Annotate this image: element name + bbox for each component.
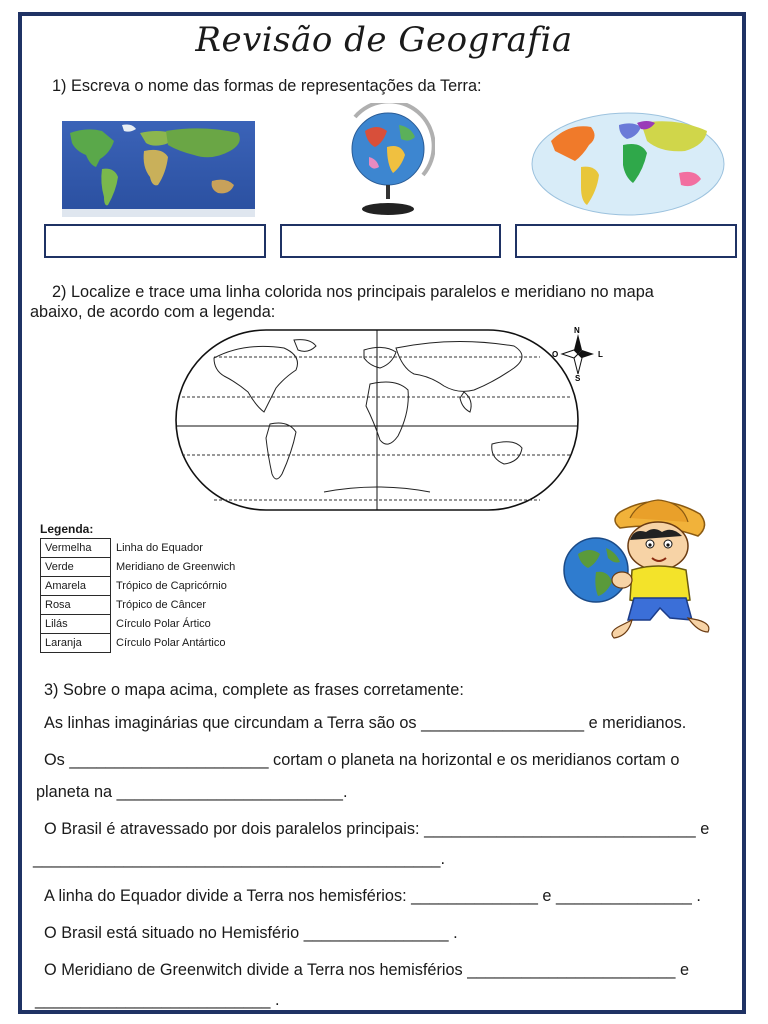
legend-row: [41, 539, 262, 558]
legend-table: [40, 538, 262, 653]
question-2-line-2: abaixo, de acordo com a legenda:: [30, 303, 276, 321]
sentence-3-line-1: O Brasil é atravessado por dois paralelos principais: ______________________________ e: [44, 820, 710, 838]
sentence-6-line-2: __________________________ .: [35, 991, 280, 1009]
legend-line: Círculo Polar Antártico: [116, 637, 226, 649]
legend-line: Círculo Polar Ártico: [116, 618, 211, 630]
legend-color: Verde: [41, 558, 111, 577]
political-world-map-image: [529, 111, 727, 217]
legend-color: Lilás: [41, 615, 111, 634]
answer-box-3[interactable]: [515, 224, 737, 258]
legend-color: Vermelha: [41, 539, 111, 558]
question-2-line-1: 2) Localize e trace uma linha colorida nos principais paralelos e meridiano no mapa: [52, 283, 654, 301]
sentence-2-line-2: planeta na _________________________.: [36, 783, 348, 801]
legend-row: [41, 596, 262, 615]
relief-world-map-image: [62, 121, 255, 217]
answer-box-2[interactable]: [280, 224, 501, 258]
legend-row: [41, 615, 262, 634]
sentence-2-line-1: Os ______________________ cortam o planeta na horizontal e os meridianos cortam o: [44, 751, 680, 769]
sentence-1: As linhas imaginárias que circundam a Terra são os __________________ e meridianos.: [44, 714, 687, 732]
question-3-heading: 3) Sobre o mapa acima, complete as frases corretamente:: [44, 681, 464, 699]
legend-line: Meridiano de Greenwich: [116, 561, 236, 573]
compass-l-label: L: [598, 350, 603, 359]
outline-world-map: [174, 328, 580, 512]
cartoon-boy-with-globe-illustration: [558, 492, 718, 644]
globe-image: [343, 103, 435, 218]
sentence-6-line-1: O Meridiano de Greenwitch divide a Terra nos hemisférios _______________________ e: [44, 961, 690, 979]
legend-line: Linha do Equador: [116, 542, 203, 554]
answer-box-1[interactable]: [44, 224, 266, 258]
question-1-text: 1) Escreva o nome das formas de representações da Terra:: [52, 77, 482, 95]
page-title: Revisão de Geografia: [195, 20, 573, 60]
legend: [40, 522, 262, 653]
legend-color: Laranja: [41, 634, 111, 653]
legend-line: Trópico de Câncer: [116, 599, 207, 611]
legend-row: [41, 558, 262, 577]
compass-o-label: O: [552, 350, 559, 359]
legend-line: Trópico de Capricórnio: [116, 580, 227, 592]
sentence-4: A linha do Equador divide a Terra nos hemisférios: ______________ e _______________ .: [44, 887, 701, 905]
sentence-3-line-2: _____________________________________________.: [33, 850, 445, 868]
legend-row: [41, 634, 262, 653]
sentence-5: O Brasil está situado no Hemisfério ________________ .: [44, 924, 458, 942]
compass-rose-icon: [548, 324, 612, 382]
legend-title: Legenda:: [40, 522, 94, 536]
compass-s-label: S: [575, 374, 581, 382]
legend-color: Amarela: [41, 577, 111, 596]
legend-color: Rosa: [41, 596, 111, 615]
legend-row: [41, 577, 262, 596]
compass-n-label: N: [574, 326, 580, 335]
